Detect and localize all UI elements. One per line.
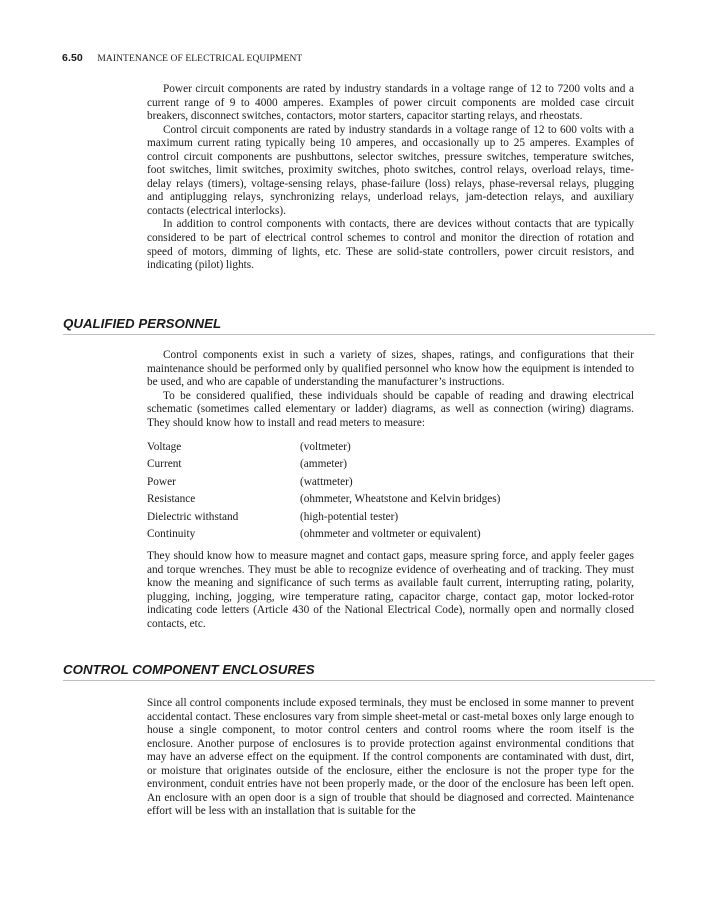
meter-quantity: Power [147, 475, 176, 488]
section-heading-enclosures: CONTROL COMPONENT ENCLOSURES [63, 662, 655, 681]
meter-instrument: (wattmeter) [300, 475, 353, 488]
paragraph: Control circuit components are rated by industry standards in a voltage range of 12 to 600 volts with a maximum current rating typically being 10 amperes, and occasionally up to 25 amperes. Examples of control circuit components are pushbuttons, selector switches, pressure switches, temperature switches, foot switches, limit switches, proximity switches, photo switches, control relays, overload relays, time-delay relays (timers), voltage-sensing relays, phase-failure (loss) relays, phase-reversal relays, plugging and antiplugging relays, synchronizing relays, underload relays, jam-detection relays, and auxiliary contacts (electrical interlocks). [147, 123, 634, 217]
meter-quantity: Resistance [147, 493, 196, 506]
meter-quantity: Current [147, 458, 182, 471]
enclosures-text [147, 697, 634, 819]
running-title: MAINTENANCE OF ELECTRICAL EQUIPMENT [97, 54, 303, 64]
running-head [62, 52, 658, 64]
paragraph: They should know how to measure magnet and contact gaps, measure spring force, and apply feeler gages and torque wrenches. They must be able to recognize evidence of overheating and of tracking. They must know the meaning and significance of such terms as available fault current, interrupting rating, polarity, plugging, inching, jogging, wire temperature rating, capacitor charge, contact gap, motor locked-rotor indicating code letters (Article 430 of the National Electrical Code), normally open and normally closed contacts, etc. [147, 550, 634, 630]
intro-text [147, 83, 634, 273]
meter-row [147, 526, 634, 544]
paragraph: Since all control components include exposed terminals, they must be enclosed in some manner to prevent accidental contact. These enclosures vary from simple sheet-metal or cast-metal boxes only large enough to house a single component, to motor control centers and control rooms where the room itself is the enclosure. Another purpose of enclosures is to provide protection against environmental conditions that may have an adverse effect on the equipment. If the control components are contaminated with dust, dirt, or moisture that originates outside of the enclosure, either the enclosure is not the proper type for the environment, conduit entries have not been properly made, or the door of the enclosure has been left open. An enclosure with an open door is a sign of trouble that should be diagnosed and corrected. Maintenance effort will be less with an installation that is suitable for the [147, 697, 634, 818]
section-heading-qualified-personnel: QUALIFIED PERSONNEL [63, 316, 655, 335]
meter-instrument: (ammeter) [300, 458, 348, 471]
meter-row [147, 438, 634, 456]
meter-row [147, 508, 634, 526]
meter-row [147, 456, 634, 474]
paragraph: Power circuit components are rated by industry standards in a voltage range of 12 to 7200 volts and a current range of 9 to 4000 amperes. Examples of power circuit components are molded case circuit breakers, disconnect switches, contactors, motor starters, capacitor starting relays, and rheostats. [147, 83, 634, 123]
meter-instrument: (ohmmeter, Wheatstone and Kelvin bridges) [300, 493, 501, 506]
paragraph: Control components exist in such a variety of sizes, shapes, ratings, and configurations that their maintenance should be performed only by qualified personnel who know how the equipment is intended to be used, and who are capable of understanding the manufacturer’s instructions. [147, 349, 634, 389]
page-number: 6.50 [62, 52, 83, 64]
qualified-text [147, 349, 634, 430]
meter-row [147, 473, 634, 491]
meter-instrument: (high-potential tester) [300, 510, 399, 523]
meter-quantity: Continuity [147, 528, 196, 541]
meter-list [147, 438, 634, 543]
paragraph: In addition to control components with contacts, there are devices without contacts that are typically considered to be part of electrical control schemes to control and monitor the direction of rotation and speed of motors, dimming of lights, etc. These are solid-state controllers, power circuit resistors, and indicating (pilot) lights. [147, 218, 634, 272]
meter-quantity: Voltage [147, 440, 182, 453]
paragraph: To be considered qualified, these individuals should be capable of reading and drawing electrical schematic (sometimes called elementary or ladder) diagrams, as well as connection (wiring) diagrams. They should know how to install and read meters to measure: [147, 389, 634, 429]
meter-quantity: Dielectric withstand [147, 510, 239, 523]
meter-instrument: (voltmeter) [300, 440, 351, 453]
qualified-closing-text [147, 550, 634, 631]
meter-instrument: (ohmmeter and voltmeter or equivalent) [300, 528, 481, 541]
meter-row [147, 491, 634, 509]
